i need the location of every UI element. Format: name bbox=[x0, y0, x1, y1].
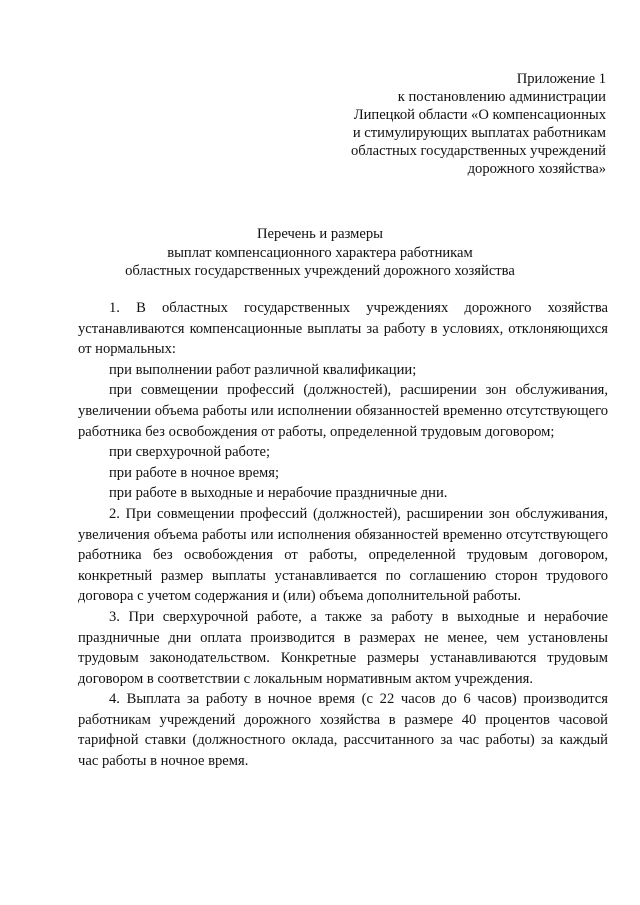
paragraph: при совмещении профессий (должностей), расширении зон обслуживания, увеличении объема работы или исполнении обязанностей временно отсутствующего работника без освобождения от работы, определенной трудовым договором; bbox=[78, 382, 608, 440]
paragraph: при работе в выходные и нерабочие праздничные дни. bbox=[109, 485, 448, 502]
appendix-line: дорожного хозяйства» bbox=[467, 161, 606, 177]
document-title bbox=[0, 225, 640, 281]
appendix-header bbox=[276, 70, 606, 178]
paragraph: при работе в ночное время; bbox=[109, 464, 280, 481]
appendix-line: Приложение 1 bbox=[516, 71, 606, 87]
appendix-line: к постановлению администрации bbox=[397, 89, 606, 105]
appendix-line: Липецкой области «О компенсационных bbox=[353, 107, 606, 123]
paragraph: при сверхурочной работе; bbox=[109, 444, 270, 461]
title-line: выплат компенсационного характера работникам bbox=[167, 244, 473, 261]
appendix-line: и стимулирующих выплатах работникам bbox=[352, 125, 606, 141]
title-line: Перечень и размеры bbox=[257, 226, 383, 242]
paragraph: 1. В областных государственных учреждениях дорожного хозяйства устанавливаются компенсационные выплаты за работу в условиях, отклоняющихся от нормальных: bbox=[78, 300, 608, 358]
appendix-line: областных государственных учреждений bbox=[350, 143, 606, 159]
title-line: областных государственных учреждений дорожного хозяйства bbox=[125, 263, 515, 279]
paragraph: при выполнении работ различной квалификации; bbox=[109, 361, 417, 378]
paragraph: 2. При совмещении профессий (должностей), расширении зон обслуживания, увеличения объема работы или исполнения обязанностей временно отсутствующего работника без освобождения от работы, определенной трудовым договором, конкретный размер выплаты устанавливается по соглашению сторон трудового договора с учетом содержания и (или) объема дополнительной работы. bbox=[78, 505, 608, 605]
paragraph: 4. Выплата за работу в ночное время (с 22 часов до 6 часов) производится работникам учреждений дорожного хозяйства в размере 40 процентов часовой тарифной ставки (должностного оклада, рассчитанного за час работы) за каждый час работы в ночное время. bbox=[78, 691, 608, 770]
document-body bbox=[78, 298, 608, 772]
paragraph: 3. При сверхурочной работе, а также за работу в выходные и нерабочие праздничные дни оплата производится в размерах не менее, чем установлены трудовым законодательством. Конкретные размеры устанавливаются трудовым договором в соответствии с локальным нормативным актом учреждения. bbox=[78, 608, 608, 687]
